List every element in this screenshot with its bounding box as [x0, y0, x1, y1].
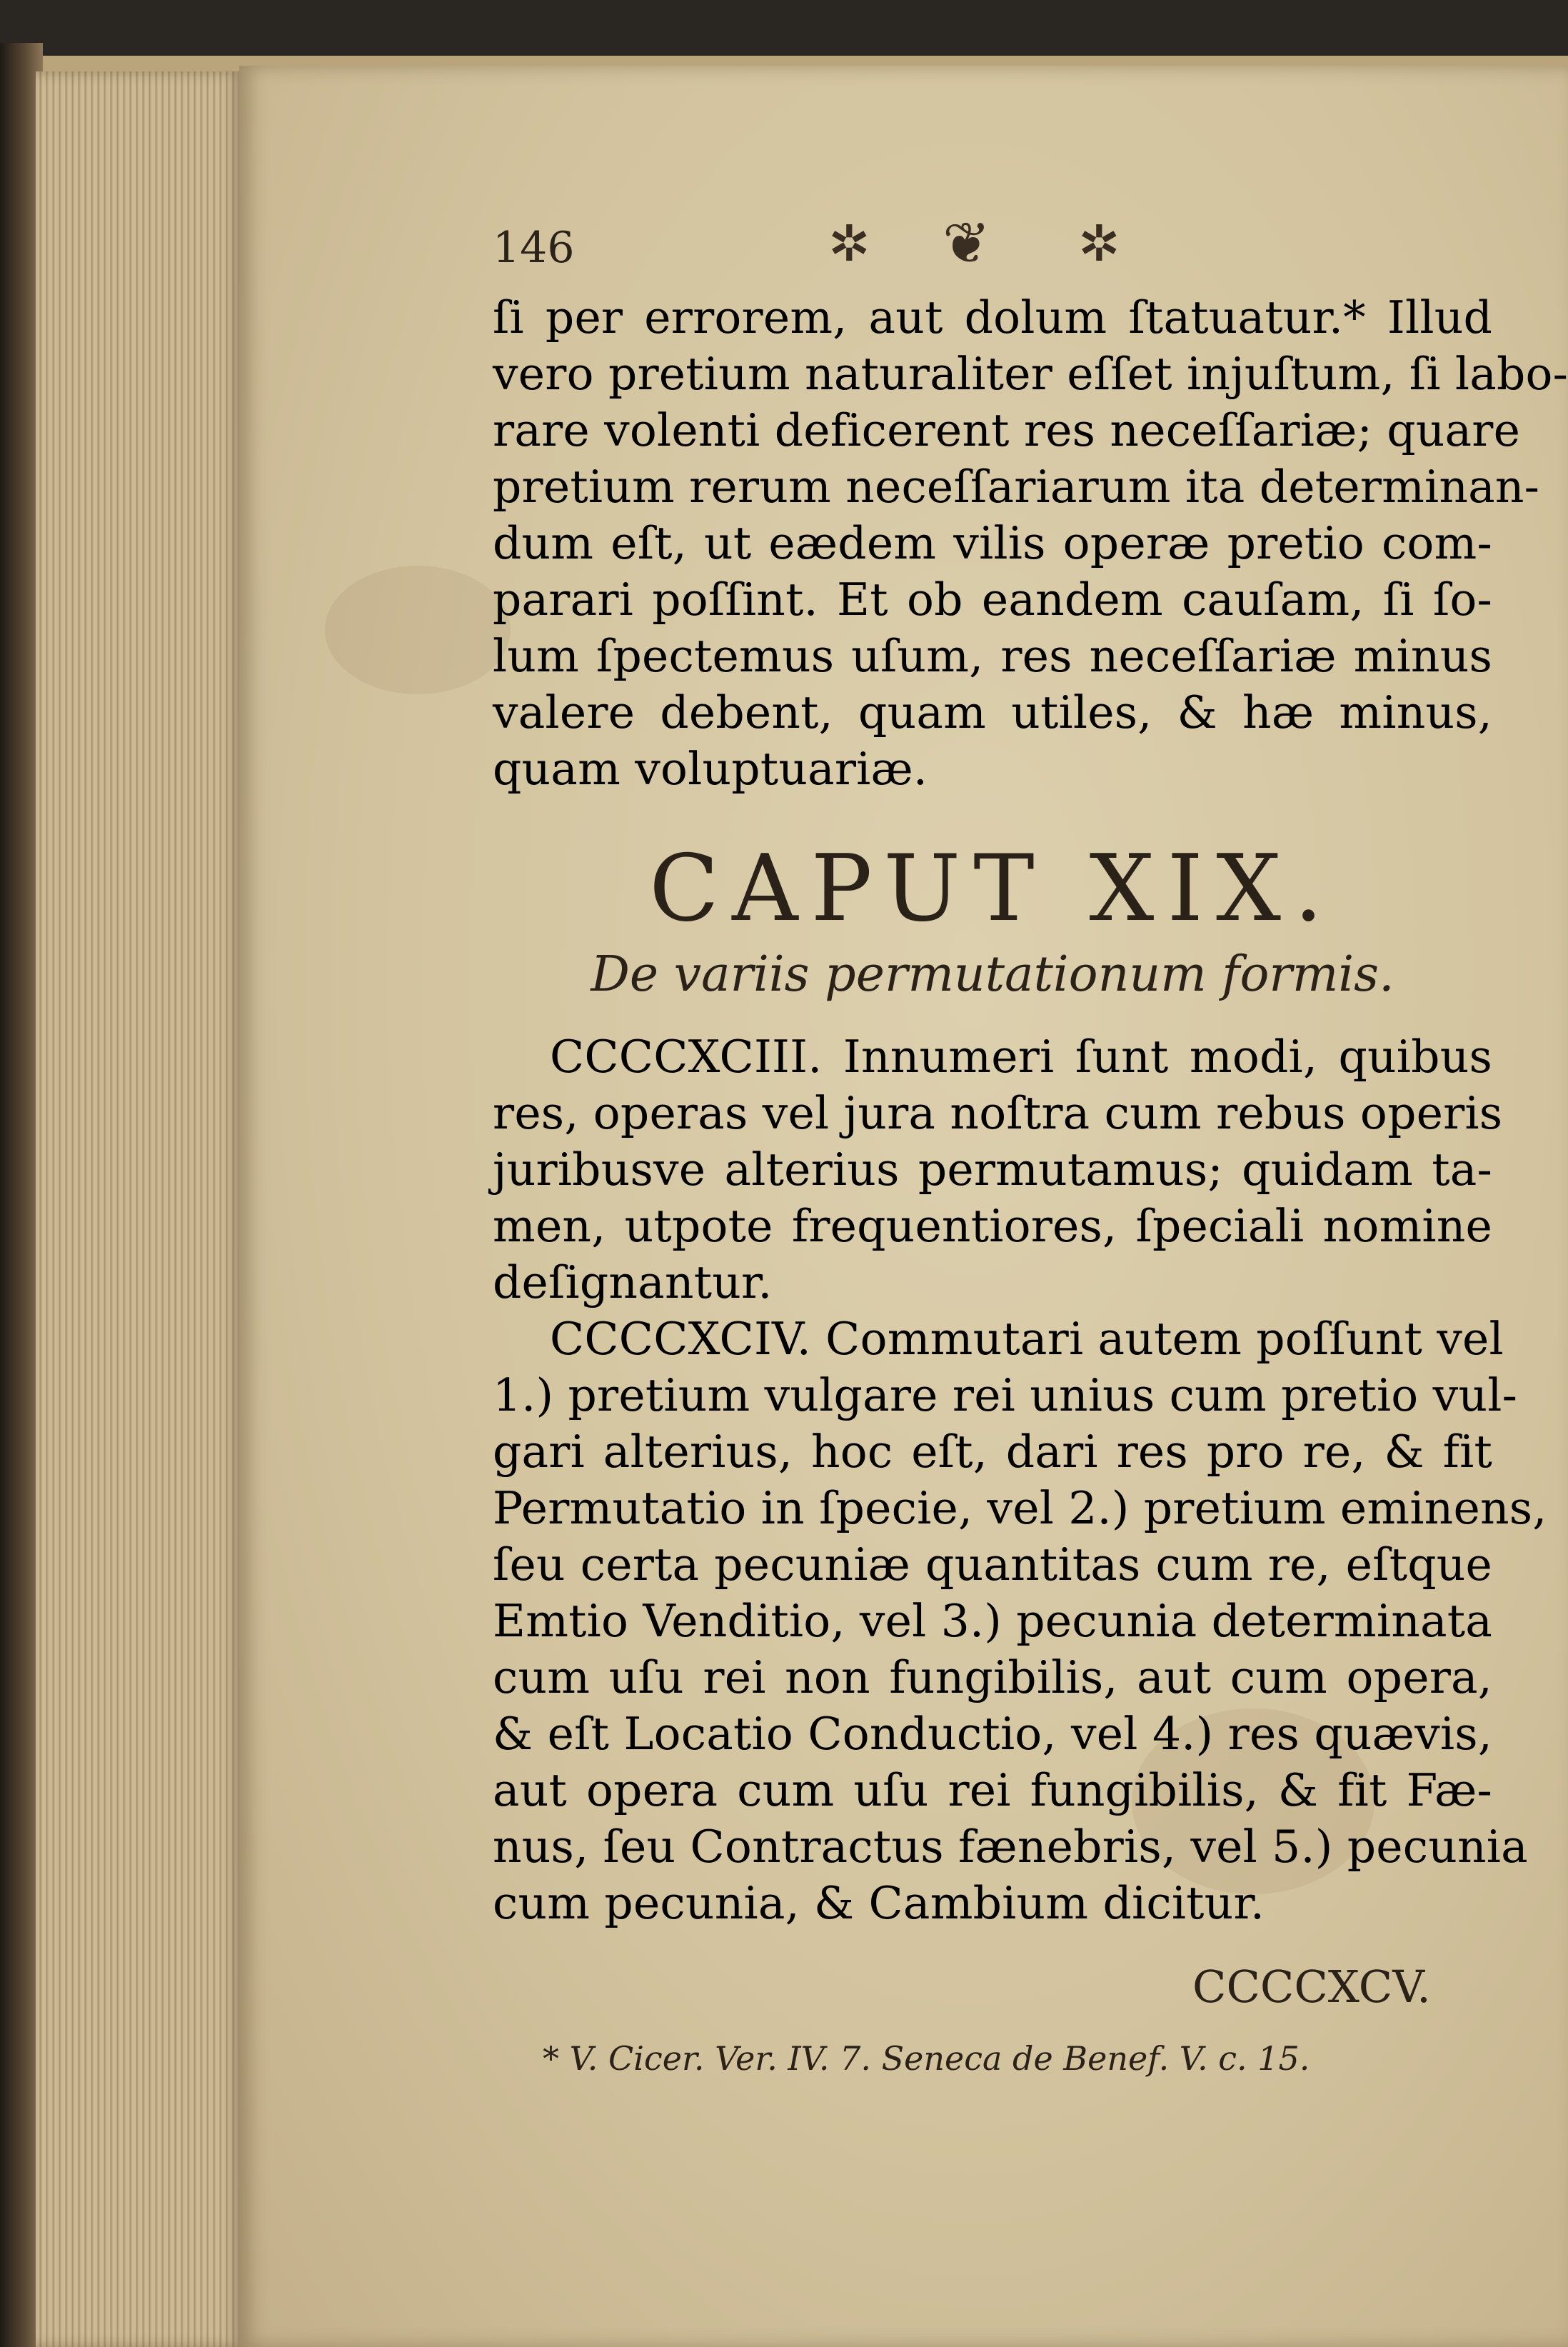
text-line: rare volenti deficerent res neceſſariæ; quare [493, 404, 1521, 456]
continuation-paragraph [493, 289, 1568, 797]
text-line: parari poſſint. Et ob eandem cauſam, ſi ſo- [493, 574, 1492, 626]
text-line: pretium rerum neceſſariarum ita determinan- [493, 461, 1540, 513]
text-line: cum uſu rei non fungibilis, aut cum opera, [493, 1651, 1492, 1703]
chapter-subtitle: De variis permutationum formis. [590, 946, 1394, 1003]
text-line: CCCCXCIII. Innumeri ſunt modi, quibus [550, 1031, 1492, 1083]
text-line: gari alterius, hoc eſt, dari res pro re, & fit [493, 1426, 1492, 1478]
text-line: ſi per errorem, aut dolum ſtatuatur.* Illud [493, 291, 1492, 344]
catchword: CCCCXCV. [1192, 1961, 1431, 2013]
asterisk-ornament-icon: ✲ [1078, 214, 1120, 273]
paper-stain [325, 566, 511, 694]
text-line: vero pretium naturaliter eſſet injuſtum, ſi labo- [493, 348, 1568, 400]
text-line: juribusve alterius permutamus; quidam ta- [493, 1144, 1492, 1196]
text-line: quam voluptuariæ. [493, 743, 928, 795]
text-line: valere debent, quam utiles, & hæ minus, [493, 686, 1492, 739]
text-line: ſeu certa pecuniæ quantitas cum re, eſtque [493, 1538, 1492, 1591]
running-header [493, 210, 1489, 286]
cherub-ornament-icon: ❦ [943, 210, 991, 276]
chapter-title: CAPUT XIX. [649, 836, 1336, 942]
footnote: * V. Cicer. Ver. IV. 7. Seneca de Benef. V. c. 15. [543, 2039, 1310, 2078]
text-line: res, operas vel jura noſtra cum rebus operis [493, 1087, 1503, 1139]
text-line: Permutatio in ſpecie, vel 2.) pretium eminens, [493, 1482, 1547, 1534]
text-line: cum pecunia, & Cambium dicitur. [493, 1877, 1265, 1929]
page-number: 146 [493, 223, 575, 273]
page-edges [36, 71, 243, 2347]
text-line: Emtio Venditio, vel 3.) pecunia determinata [493, 1595, 1493, 1647]
text-line: nus, ſeu Contractus fænebris, vel 5.) pecunia [493, 1821, 1528, 1873]
text-line: CCCCXCIV. Commutari autem poſſunt vel [550, 1313, 1504, 1365]
asterisk-ornament-icon: ✲ [828, 214, 870, 273]
text-line: aut opera cum uſu rei fungibilis, & fit Fæ- [493, 1764, 1492, 1816]
text-line: lum ſpectemus uſum, res neceſſariæ minus [493, 630, 1492, 682]
text-line: deſignantur. [493, 1256, 773, 1308]
text-line: 1.) pretium vulgare rei unius cum pretio vul- [493, 1369, 1518, 1421]
text-line: dum eſt, ut eædem vilis operæ pretio com- [493, 517, 1492, 569]
text-line: & eſt Locatio Conductio, vel 4.) res quævis, [493, 1708, 1492, 1760]
section-paragraphs [493, 1029, 1547, 1931]
text-line: men, utpote frequentiores, ſpeciali nomine [493, 1200, 1492, 1252]
